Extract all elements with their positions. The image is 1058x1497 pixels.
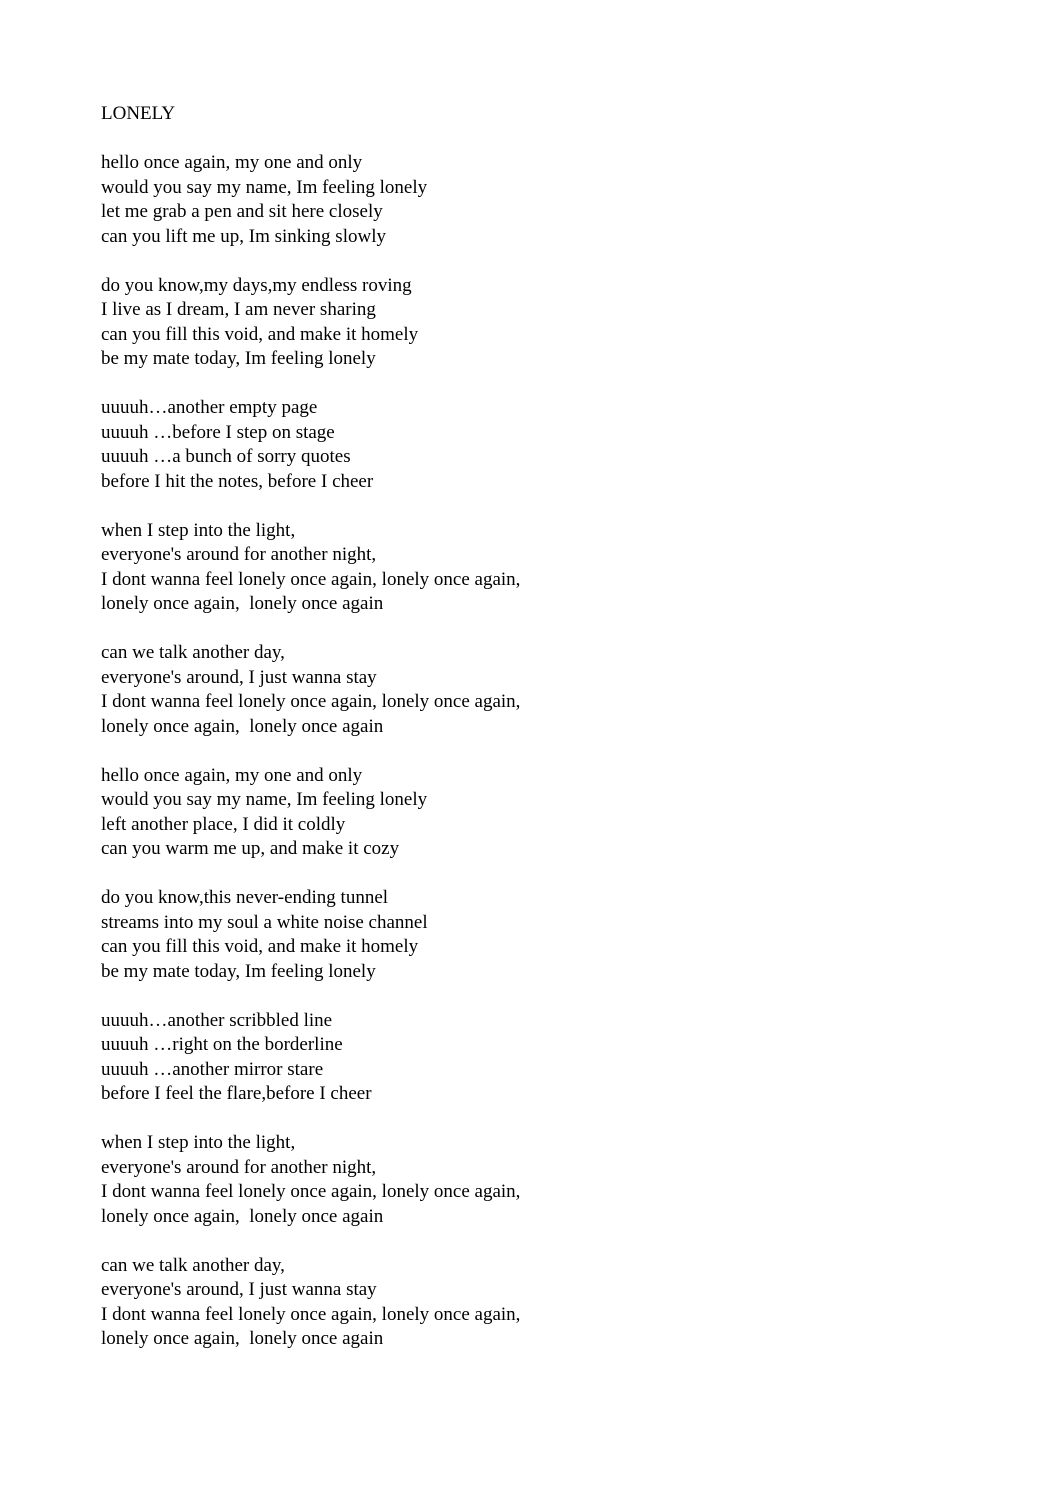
stanza xyxy=(101,1254,520,1352)
lyric-line: would you say my name, Im feeling lonely xyxy=(101,789,428,810)
lyric-line: can we talk another day, xyxy=(101,642,285,663)
lyric-line: uuuuh …before I step on stage xyxy=(101,421,335,443)
stanza xyxy=(101,764,520,862)
lyric-line: everyone's around for another night, xyxy=(101,1156,377,1178)
stanza-list xyxy=(101,151,520,1352)
lyric-line: lonely once again, lonely once again xyxy=(101,1328,384,1349)
lyric-line: can you fill this void, and make it homely xyxy=(101,323,419,345)
lyric-line: I dont wanna feel lonely once again, lonely once again, xyxy=(101,568,521,590)
lyric-line: do you know,this never-ending tunnel xyxy=(101,887,389,908)
lyric-line: streams into my soul a white noise channel xyxy=(101,911,428,933)
lyric-line: let me grab a pen and sit here closely xyxy=(101,201,383,222)
lyric-line: before I feel the flare,before I cheer xyxy=(101,1083,372,1104)
document-title: LONELY xyxy=(101,103,176,124)
lyric-line: lonely once again, lonely once again xyxy=(101,715,384,737)
lyric-line: lonely once again, lonely once again xyxy=(101,1205,384,1227)
lyrics-body xyxy=(101,102,520,1376)
lyric-line: I live as I dream, I am never sharing xyxy=(101,299,376,320)
lyric-line: lonely once again, lonely once again xyxy=(101,593,384,614)
lyric-line: uuuuh…another scribbled line xyxy=(101,1009,333,1031)
lyric-line: when I step into the light, xyxy=(101,1132,296,1153)
lyric-line: I dont wanna feel lonely once again, lonely once again, xyxy=(101,1181,521,1202)
lyric-line: I dont wanna feel lonely once again, lonely once again, xyxy=(101,691,521,712)
lyric-line: when I step into the light, xyxy=(101,519,296,541)
stanza xyxy=(101,1009,520,1107)
stanza xyxy=(101,396,520,494)
lyric-line: can you fill this void, and make it homely xyxy=(101,936,419,957)
stanza xyxy=(101,886,520,984)
lyric-line: uuuuh …another mirror stare xyxy=(101,1058,324,1080)
lyric-line: before I hit the notes, before I cheer xyxy=(101,470,374,492)
lyric-line: be my mate today, Im feeling lonely xyxy=(101,348,376,369)
lyric-line: do you know,my days,my endless roving xyxy=(101,274,412,296)
lyric-line: uuuuh …right on the borderline xyxy=(101,1034,343,1055)
stanza xyxy=(101,519,520,617)
lyric-line: everyone's around for another night, xyxy=(101,544,377,565)
lyric-line: can you lift me up, Im sinking slowly xyxy=(101,225,386,247)
lyric-line: would you say my name, Im feeling lonely xyxy=(101,176,428,198)
lyric-line: can you warm me up, and make it cozy xyxy=(101,838,400,859)
lyric-line: uuuuh…another empty page xyxy=(101,397,318,418)
lyric-line: everyone's around, I just wanna stay xyxy=(101,1279,377,1300)
lyric-line: everyone's around, I just wanna stay xyxy=(101,666,377,688)
lyric-line: left another place, I did it coldly xyxy=(101,813,346,835)
stanza xyxy=(101,1131,520,1229)
lyric-line: hello once again, my one and only xyxy=(101,764,363,786)
stanza xyxy=(101,151,520,249)
lyric-line: can we talk another day, xyxy=(101,1254,285,1276)
lyric-line: be my mate today, Im feeling lonely xyxy=(101,960,376,982)
lyric-line: hello once again, my one and only xyxy=(101,152,363,173)
lyric-line: I dont wanna feel lonely once again, lonely once again, xyxy=(101,1303,521,1325)
stanza xyxy=(101,274,520,372)
lyric-line: uuuuh …a bunch of sorry quotes xyxy=(101,446,351,467)
stanza xyxy=(101,641,520,739)
